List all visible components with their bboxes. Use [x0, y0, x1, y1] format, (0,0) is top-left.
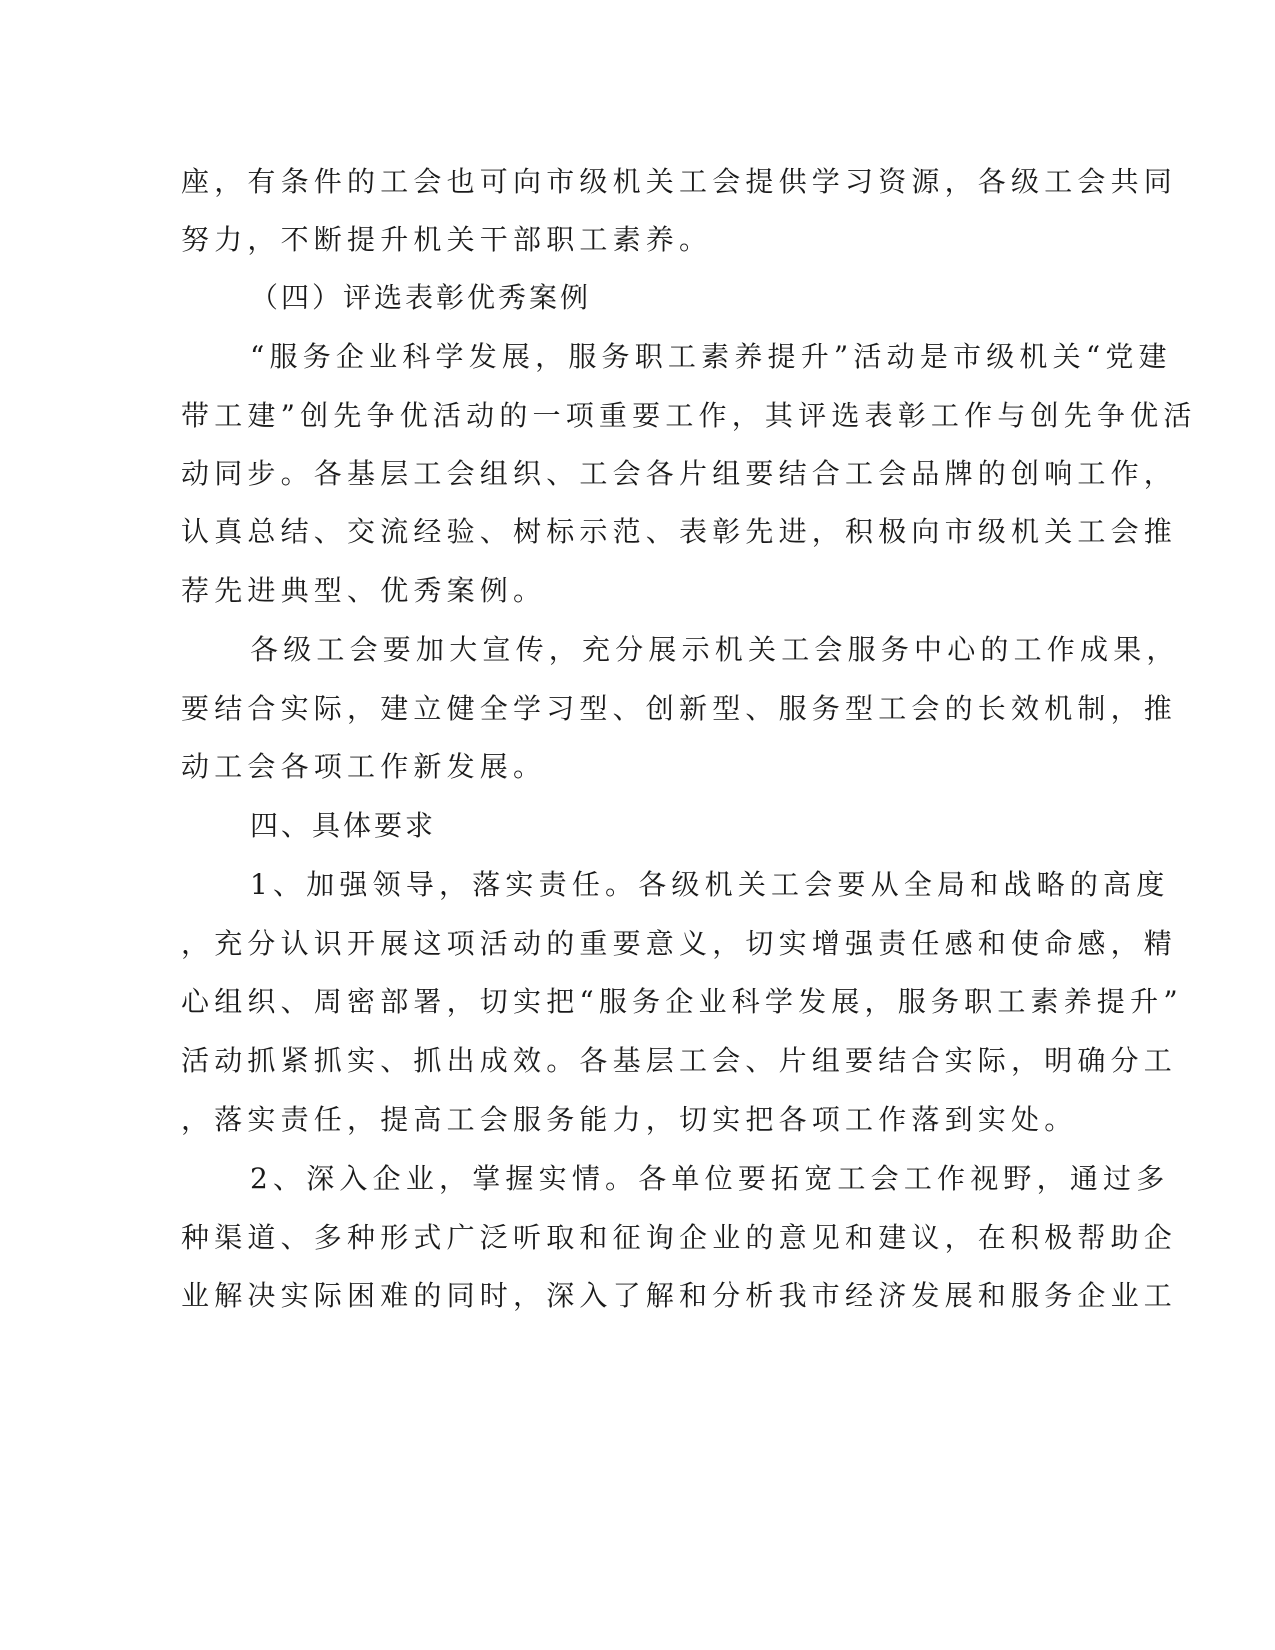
paragraph-line: 各级工会要加大宣传，充分展示机关工会服务中心的工作成果， [250, 633, 1180, 666]
section-heading: 四、具体要求 [250, 809, 437, 842]
paragraph-line: 动工会各项工作新发展。 [181, 750, 547, 783]
paragraph-line: 业解决实际困难的同时，深入了解和分析我市经济发展和服务企业工 [181, 1279, 1178, 1312]
paragraph-line: 努力，不断提升机关干部职工素养。 [181, 223, 713, 256]
section-heading: （四）评选表彰优秀案例 [250, 281, 592, 314]
paragraph-line: 活动抓紧抓实、抓出成效。各基层工会、片组要结合实际，明确分工 [181, 1044, 1178, 1077]
paragraph-line: 种渠道、多种形式广泛听取和征询企业的意见和建议，在积极帮助企 [181, 1221, 1178, 1254]
paragraph-line: 2、深入企业，掌握实情。各单位要拓宽工会工作视野，通过多 [250, 1162, 1170, 1195]
paragraph-line: 要结合实际，建立健全学习型、创新型、服务型工会的长效机制，推 [181, 692, 1178, 725]
paragraph-line: 座，有条件的工会也可向市级机关工会提供学习资源，各级工会共同 [181, 165, 1178, 198]
paragraph-line: ，落实责任，提高工会服务能力，切实把各项工作落到实处。 [181, 1103, 1078, 1136]
paragraph-line: 认真总结、交流经验、树标示范、表彰先进，积极向市级机关工会推 [181, 515, 1178, 548]
paragraph-line: “服务企业科学发展，服务职工素养提升”活动是市级机关“党建 [250, 340, 1172, 373]
paragraph-line: ，充分认识开展这项活动的重要意义，切实增强责任感和使命感，精 [181, 927, 1178, 960]
paragraph-line: 心组织、周密部署，切实把“服务企业科学发展，服务职工素养提升” [181, 985, 1183, 1018]
paragraph-line: 动同步。各基层工会组织、工会各片组要结合工会品牌的创响工作， [181, 457, 1178, 490]
paragraph-line: 带工建”创先争优活动的一项重要工作，其评选表彰工作与创先争优活 [181, 399, 1197, 432]
paragraph-line: 荐先进典型、优秀案例。 [181, 574, 547, 607]
paragraph-line: 1、加强领导，落实责任。各级机关工会要从全局和战略的高度 [250, 868, 1170, 901]
